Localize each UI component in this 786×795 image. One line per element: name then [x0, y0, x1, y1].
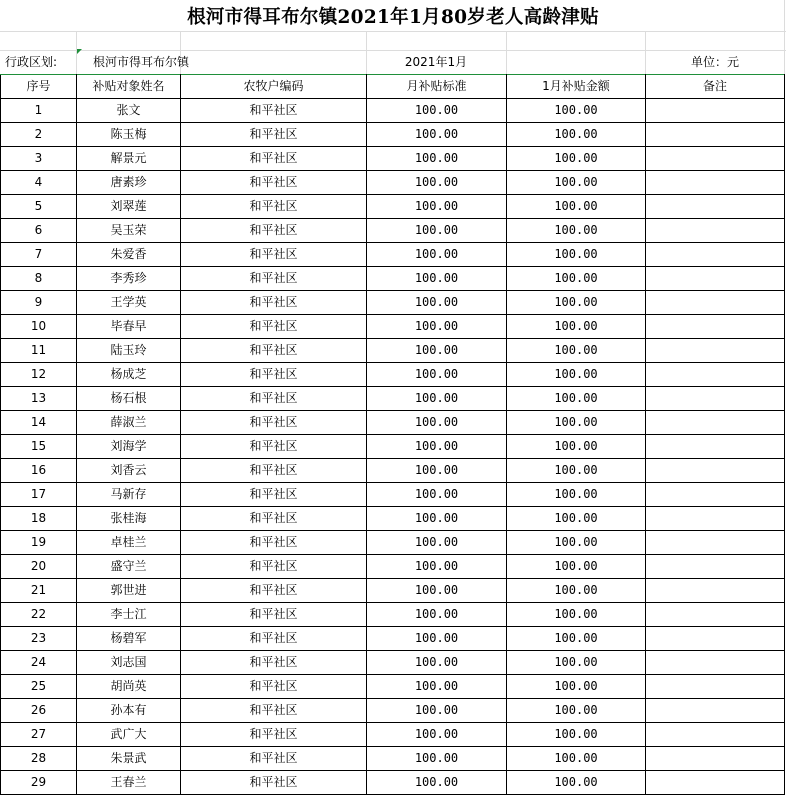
cell-note[interactable]: [646, 459, 785, 483]
table-row: [1, 99, 785, 123]
cell-name[interactable]: 王春兰: [77, 771, 181, 795]
cell-code[interactable]: 和平社区: [181, 531, 367, 555]
cell-code[interactable]: 和平社区: [181, 147, 367, 171]
col-header-note[interactable]: 备注: [646, 75, 785, 99]
col-header-code[interactable]: 农牧户编码: [181, 75, 367, 99]
cell-code[interactable]: 和平社区: [181, 411, 367, 435]
cell-name[interactable]: 唐素珍: [77, 171, 181, 195]
cell-index[interactable]: 8: [1, 267, 77, 291]
cell-code[interactable]: 和平社区: [181, 387, 367, 411]
table-row: [1, 651, 785, 675]
cell-amount[interactable]: 100.00: [507, 339, 646, 363]
table-row: [1, 555, 785, 579]
cell-name[interactable]: 陆玉玲: [77, 339, 181, 363]
cell-name[interactable]: 杨成芝: [77, 363, 181, 387]
cell-name[interactable]: 胡尚英: [77, 675, 181, 699]
cell-amount[interactable]: 100.00: [507, 267, 646, 291]
col-header-amount[interactable]: 1月补贴金额: [507, 75, 646, 99]
cell-index[interactable]: 16: [1, 459, 77, 483]
cell-amount[interactable]: 100.00: [507, 315, 646, 339]
cell-standard[interactable]: 100.00: [367, 363, 507, 387]
cell-amount[interactable]: 100.00: [507, 531, 646, 555]
cell-note[interactable]: [646, 531, 785, 555]
cell-name[interactable]: 刘海学: [77, 435, 181, 459]
cell-name[interactable]: 孙本有: [77, 699, 181, 723]
cell-note[interactable]: [646, 171, 785, 195]
cell-name[interactable]: 毕春早: [77, 315, 181, 339]
cell-standard[interactable]: 100.00: [367, 195, 507, 219]
cell-amount[interactable]: 100.00: [507, 291, 646, 315]
cell-standard[interactable]: 100.00: [367, 531, 507, 555]
cell-name[interactable]: 张文: [77, 99, 181, 123]
table-row: [1, 315, 785, 339]
cell-name[interactable]: 李秀珍: [77, 267, 181, 291]
col-header-standard[interactable]: 月补贴标准: [367, 75, 507, 99]
cell-amount[interactable]: 100.00: [507, 723, 646, 747]
cell-code[interactable]: 和平社区: [181, 363, 367, 387]
subsidy-table: [0, 74, 785, 795]
cell-amount[interactable]: 100.00: [507, 219, 646, 243]
cell-name[interactable]: 陈玉梅: [77, 123, 181, 147]
header-row: [1, 75, 785, 99]
cell-note[interactable]: [646, 603, 785, 627]
cell-amount[interactable]: 100.00: [507, 771, 646, 795]
cell-standard[interactable]: 100.00: [367, 291, 507, 315]
cell-standard[interactable]: 100.00: [367, 483, 507, 507]
cell-code[interactable]: 和平社区: [181, 507, 367, 531]
cell-standard[interactable]: 100.00: [367, 315, 507, 339]
cell-comment-indicator: [77, 49, 82, 54]
cell-index[interactable]: 13: [1, 387, 77, 411]
cell-amount[interactable]: 100.00: [507, 483, 646, 507]
cell-name[interactable]: 王学英: [77, 291, 181, 315]
cell-index[interactable]: 7: [1, 243, 77, 267]
cell-code[interactable]: 和平社区: [181, 675, 367, 699]
cell-standard[interactable]: 100.00: [367, 651, 507, 675]
cell-note[interactable]: [646, 675, 785, 699]
cell-note[interactable]: [646, 651, 785, 675]
cell-index[interactable]: 21: [1, 579, 77, 603]
region-value[interactable]: 根河市得耳布尔镇: [93, 55, 190, 69]
cell-index[interactable]: 6: [1, 219, 77, 243]
cell-code[interactable]: 和平社区: [181, 435, 367, 459]
cell-name[interactable]: 李士江: [77, 603, 181, 627]
cell-code[interactable]: 和平社区: [181, 243, 367, 267]
cell-code[interactable]: 和平社区: [181, 555, 367, 579]
cell-index[interactable]: 27: [1, 723, 77, 747]
table-row: [1, 267, 785, 291]
col-header-index[interactable]: 序号: [1, 75, 77, 99]
cell-code[interactable]: 和平社区: [181, 483, 367, 507]
table-row: [1, 627, 785, 651]
table-row: [1, 747, 785, 771]
unit-label: 单位：元: [690, 55, 739, 69]
cell-note[interactable]: [646, 291, 785, 315]
table-row: [1, 603, 785, 627]
cell-index[interactable]: 24: [1, 651, 77, 675]
table-row: [1, 579, 785, 603]
cell-name[interactable]: 卓桂兰: [77, 531, 181, 555]
cell-code[interactable]: 和平社区: [181, 339, 367, 363]
cell-standard[interactable]: 100.00: [367, 723, 507, 747]
cell-index[interactable]: 15: [1, 435, 77, 459]
cell-index[interactable]: 5: [1, 195, 77, 219]
cell-standard[interactable]: 100.00: [367, 675, 507, 699]
cell-standard[interactable]: 100.00: [367, 387, 507, 411]
table-row: [1, 195, 785, 219]
gridline: [0, 50, 786, 51]
gridline: [0, 31, 786, 32]
cell-note[interactable]: [646, 699, 785, 723]
cell-code[interactable]: 和平社区: [181, 747, 367, 771]
table-row: [1, 435, 785, 459]
table-row: [1, 483, 785, 507]
cell-index[interactable]: 29: [1, 771, 77, 795]
cell-note[interactable]: [646, 483, 785, 507]
cell-name[interactable]: 朱爱香: [77, 243, 181, 267]
cell-name[interactable]: 杨石根: [77, 387, 181, 411]
cell-standard[interactable]: 100.00: [367, 555, 507, 579]
table-row: [1, 771, 785, 795]
cell-standard[interactable]: 100.00: [367, 219, 507, 243]
cell-standard[interactable]: 100.00: [367, 243, 507, 267]
cell-index[interactable]: 19: [1, 531, 77, 555]
cell-code[interactable]: 和平社区: [181, 651, 367, 675]
cell-code[interactable]: 和平社区: [181, 219, 367, 243]
cell-amount[interactable]: 100.00: [507, 243, 646, 267]
cell-amount[interactable]: 100.00: [507, 627, 646, 651]
table-row: [1, 459, 785, 483]
cell-note[interactable]: [646, 195, 785, 219]
cell-amount[interactable]: 100.00: [507, 195, 646, 219]
region-label: 行政区划:: [5, 55, 58, 69]
cell-standard[interactable]: 100.00: [367, 771, 507, 795]
table-row: [1, 243, 785, 267]
cell-standard[interactable]: 100.00: [367, 267, 507, 291]
cell-amount[interactable]: 100.00: [507, 387, 646, 411]
cell-note[interactable]: [646, 747, 785, 771]
cell-amount[interactable]: 100.00: [507, 435, 646, 459]
cell-code[interactable]: 和平社区: [181, 627, 367, 651]
cell-amount[interactable]: 100.00: [507, 123, 646, 147]
cell-note[interactable]: [646, 579, 785, 603]
cell-note[interactable]: [646, 723, 785, 747]
table-row: [1, 219, 785, 243]
cell-index[interactable]: 28: [1, 747, 77, 771]
cell-standard[interactable]: 100.00: [367, 747, 507, 771]
cell-name[interactable]: 盛守兰: [77, 555, 181, 579]
cell-amount[interactable]: 100.00: [507, 747, 646, 771]
cell-index[interactable]: 22: [1, 603, 77, 627]
cell-note[interactable]: [646, 627, 785, 651]
cell-name[interactable]: 张桂海: [77, 507, 181, 531]
table-row: [1, 675, 785, 699]
cell-code[interactable]: 和平社区: [181, 771, 367, 795]
table-row: [1, 507, 785, 531]
cell-name[interactable]: 杨碧军: [77, 627, 181, 651]
cell-index[interactable]: 20: [1, 555, 77, 579]
cell-index[interactable]: 14: [1, 411, 77, 435]
cell-note[interactable]: [646, 243, 785, 267]
cell-note[interactable]: [646, 771, 785, 795]
cell-standard[interactable]: 100.00: [367, 435, 507, 459]
cell-code[interactable]: 和平社区: [181, 171, 367, 195]
cell-name[interactable]: 解景元: [77, 147, 181, 171]
cell-index[interactable]: 26: [1, 699, 77, 723]
cell-index[interactable]: 2: [1, 123, 77, 147]
cell-standard[interactable]: 100.00: [367, 627, 507, 651]
cell-note[interactable]: [646, 123, 785, 147]
table-body: [1, 99, 785, 795]
cell-note[interactable]: [646, 219, 785, 243]
cell-code[interactable]: 和平社区: [181, 99, 367, 123]
cell-amount[interactable]: 100.00: [507, 411, 646, 435]
col-header-name[interactable]: 补贴对象姓名: [77, 75, 181, 99]
cell-code[interactable]: 和平社区: [181, 315, 367, 339]
cell-code[interactable]: 和平社区: [181, 291, 367, 315]
cell-amount[interactable]: 100.00: [507, 363, 646, 387]
cell-code[interactable]: 和平社区: [181, 195, 367, 219]
table-row: [1, 531, 785, 555]
cell-standard[interactable]: 100.00: [367, 579, 507, 603]
cell-amount[interactable]: 100.00: [507, 699, 646, 723]
cell-name[interactable]: 朱景武: [77, 747, 181, 771]
cell-index[interactable]: 1: [1, 99, 77, 123]
cell-code[interactable]: 和平社区: [181, 699, 367, 723]
cell-standard[interactable]: 100.00: [367, 459, 507, 483]
cell-index[interactable]: 17: [1, 483, 77, 507]
table-row: [1, 699, 785, 723]
table-row: [1, 171, 785, 195]
table-row: [1, 291, 785, 315]
cell-index[interactable]: 3: [1, 147, 77, 171]
cell-standard[interactable]: 100.00: [367, 147, 507, 171]
cell-amount[interactable]: 100.00: [507, 171, 646, 195]
cell-name[interactable]: 刘香云: [77, 459, 181, 483]
cell-index[interactable]: 10: [1, 315, 77, 339]
cell-amount[interactable]: 100.00: [507, 555, 646, 579]
cell-amount[interactable]: 100.00: [507, 651, 646, 675]
cell-note[interactable]: [646, 99, 785, 123]
cell-index[interactable]: 4: [1, 171, 77, 195]
cell-standard[interactable]: 100.00: [367, 699, 507, 723]
cell-amount[interactable]: 100.00: [507, 675, 646, 699]
cell-index[interactable]: 25: [1, 675, 77, 699]
sheet-title: 根河市得耳布尔镇2021年1月80岁老人高龄津贴: [187, 6, 599, 28]
cell-amount[interactable]: 100.00: [507, 459, 646, 483]
cell-standard[interactable]: 100.00: [367, 99, 507, 123]
cell-standard[interactable]: 100.00: [367, 171, 507, 195]
table-row: [1, 147, 785, 171]
cell-standard[interactable]: 100.00: [367, 603, 507, 627]
cell-name[interactable]: 刘志国: [77, 651, 181, 675]
cell-standard[interactable]: 100.00: [367, 123, 507, 147]
period-value[interactable]: 2021年1月: [404, 55, 468, 69]
table-row: [1, 123, 785, 147]
cell-name[interactable]: 刘翠莲: [77, 195, 181, 219]
cell-code[interactable]: 和平社区: [181, 459, 367, 483]
cell-amount[interactable]: 100.00: [507, 579, 646, 603]
cell-index[interactable]: 18: [1, 507, 77, 531]
cell-standard[interactable]: 100.00: [367, 507, 507, 531]
cell-note[interactable]: [646, 387, 785, 411]
cell-note[interactable]: [646, 411, 785, 435]
cell-name[interactable]: 马新存: [77, 483, 181, 507]
cell-index[interactable]: 11: [1, 339, 77, 363]
cell-standard[interactable]: 100.00: [367, 339, 507, 363]
cell-note[interactable]: [646, 267, 785, 291]
cell-amount[interactable]: 100.00: [507, 147, 646, 171]
cell-index[interactable]: 9: [1, 291, 77, 315]
cell-name[interactable]: 郭世进: [77, 579, 181, 603]
cell-note[interactable]: [646, 363, 785, 387]
table-row: [1, 411, 785, 435]
cell-index[interactable]: 23: [1, 627, 77, 651]
cell-note[interactable]: [646, 339, 785, 363]
cell-standard[interactable]: 100.00: [367, 411, 507, 435]
cell-amount[interactable]: 100.00: [507, 507, 646, 531]
table-row: [1, 363, 785, 387]
cell-name[interactable]: 薛淑兰: [77, 411, 181, 435]
table-row: [1, 339, 785, 363]
cell-note[interactable]: [646, 315, 785, 339]
cell-code[interactable]: 和平社区: [181, 123, 367, 147]
cell-code[interactable]: 和平社区: [181, 603, 367, 627]
cell-note[interactable]: [646, 507, 785, 531]
cell-note[interactable]: [646, 555, 785, 579]
cell-code[interactable]: 和平社区: [181, 267, 367, 291]
cell-index[interactable]: 12: [1, 363, 77, 387]
cell-code[interactable]: 和平社区: [181, 723, 367, 747]
cell-amount[interactable]: 100.00: [507, 99, 646, 123]
gridline: [506, 31, 507, 74]
cell-name[interactable]: 武广大: [77, 723, 181, 747]
cell-amount[interactable]: 100.00: [507, 603, 646, 627]
cell-note[interactable]: [646, 147, 785, 171]
table-row: [1, 723, 785, 747]
cell-code[interactable]: 和平社区: [181, 579, 367, 603]
table-row: [1, 387, 785, 411]
cell-name[interactable]: 吴玉荣: [77, 219, 181, 243]
cell-note[interactable]: [646, 435, 785, 459]
